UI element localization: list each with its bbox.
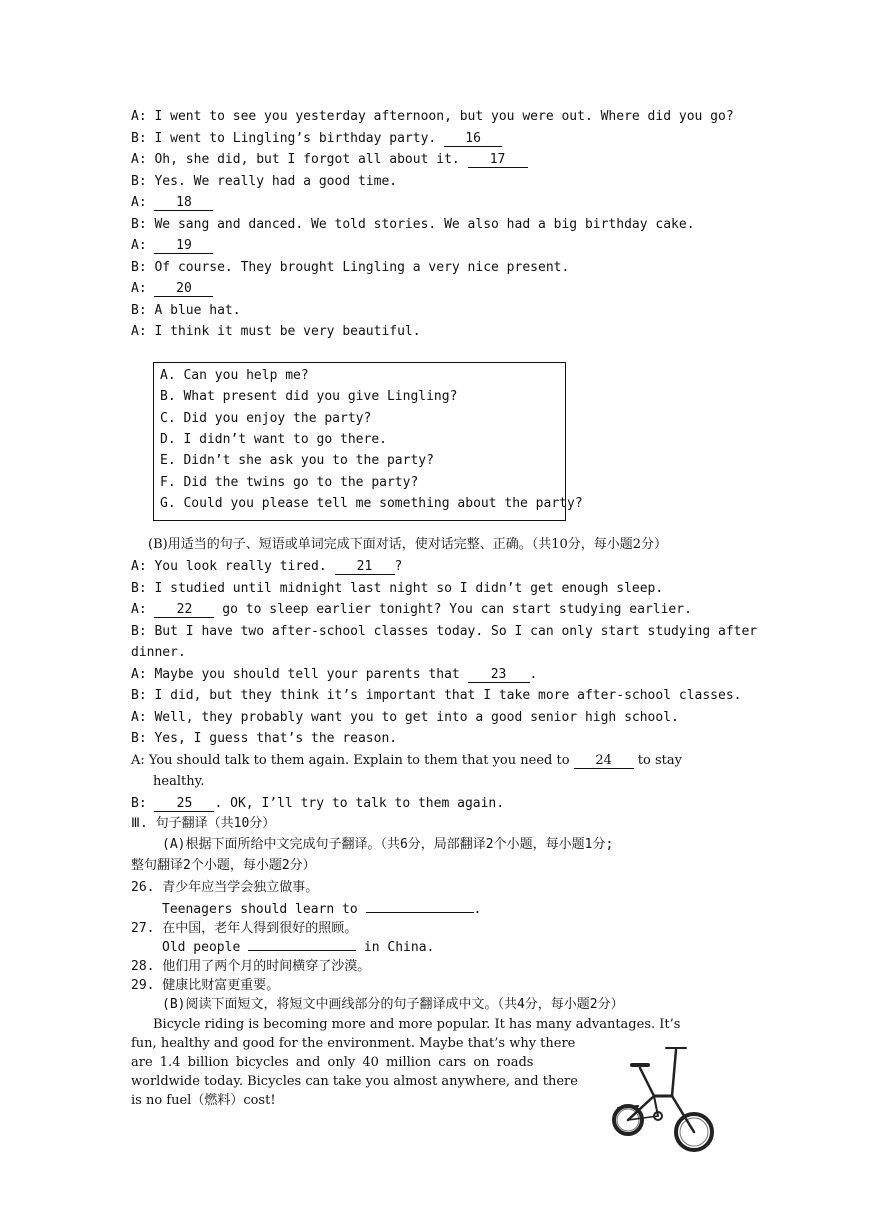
section-b-heading: (B)阅读下面短文，将短文中画线部分的句子翻译成中文。（共4分，每小题2分） <box>162 997 624 1012</box>
option-item: E. Didn’t she ask you to the party? <box>160 453 434 468</box>
answer-blank-21[interactable]: 21 <box>335 560 395 575</box>
option-item: F. Did the twins go to the party? <box>160 475 419 490</box>
dialogue-line: B: 25 . OK, I’ll try to talk to them again. <box>131 796 505 811</box>
answer-blank-17[interactable]: 17 <box>468 153 528 168</box>
translation-blank[interactable] <box>248 950 356 951</box>
translation-blank[interactable] <box>366 912 474 913</box>
answer-blank-23[interactable]: 23 <box>468 668 530 683</box>
dialogue-line: B: We sang and danced. We told stories. We also had a big birthday cake. <box>131 217 695 232</box>
answer-blank-16[interactable]: 16 <box>444 132 502 147</box>
answer-blank-24[interactable]: 24 <box>574 754 634 769</box>
dialogue-line: A: You should talk to them again. Explain to them that you need to 24 to stay <box>131 753 682 768</box>
dialogue-line: A: Oh, she did, but I forgot all about it. 17 <box>131 152 528 168</box>
passage-line: is no fuel（燃料）cost! <box>131 1093 276 1108</box>
option-item: D. I didn’t want to go there. <box>160 432 387 447</box>
dialogue-line: A: 22 go to sleep earlier tonight? You can start studying earlier. <box>131 602 692 617</box>
dialogue-line: healthy. <box>153 774 205 789</box>
section-title: Ⅲ. 句子翻译（共10分） <box>131 816 276 831</box>
dialogue-line: B: I went to Lingling’s birthday party. 16 <box>131 131 502 147</box>
option-item: A. Can you help me? <box>160 368 309 383</box>
dialogue-line: A: I think it must be very beautiful. <box>131 324 421 339</box>
answer-blank-19[interactable]: 19 <box>154 239 213 254</box>
dialogue-line: B: Yes. We really had a good time. <box>131 174 398 189</box>
question-29: 29. 健康比财富更重要。 <box>131 978 280 993</box>
section-a-heading: 整句翻译2个小题，每小题2分） <box>131 858 316 873</box>
dialogue-line: B: I did, but they think it’s important that I take more after-school classes. <box>131 688 742 703</box>
answer-blank-20[interactable]: 20 <box>154 282 213 297</box>
dialogue-line: A: 20 <box>131 281 213 297</box>
question-28: 28. 他们用了两个月的时间横穿了沙漠。 <box>131 959 371 974</box>
dialogue-line: A: I went to see you yesterday afternoon, but you were out. Where did you go? <box>131 109 734 124</box>
translation-line: Teenagers should learn to . <box>162 902 482 917</box>
section-b-heading: (B)用适当的句子、短语或单词完成下面对话，使对话完整、正确。（共10分，每小题2分） <box>148 537 668 552</box>
question-27: 27. 在中国，老年人得到很好的照顾。 <box>131 921 358 936</box>
translation-line: Old people in China. <box>162 940 435 955</box>
passage-line: are 1.4 billion bicycles and only 40 million cars on roads <box>131 1055 534 1070</box>
dialogue-line: A: 19 <box>131 238 213 254</box>
answer-blank-18[interactable]: 18 <box>154 196 213 211</box>
answer-blank-25[interactable]: 25 <box>154 797 214 812</box>
dialogue-line: B: A blue hat. <box>131 303 241 318</box>
bicycle-icon <box>606 1038 722 1156</box>
dialogue-line: B: I studied until midnight last night so I didn’t get enough sleep. <box>131 581 664 596</box>
option-item: B. What present did you give Lingling? <box>160 389 458 404</box>
section-a-heading: (A)根据下面所给中文完成句子翻译。（共6分，局部翻译2个小题，每小题1分; <box>162 837 614 852</box>
passage-line: Bicycle riding is becoming more and more popular. It has many advantages. It’s <box>153 1017 681 1032</box>
dialogue-line: dinner. <box>131 645 186 660</box>
dialogue-line: A: Maybe you should tell your parents that 23 . <box>131 667 538 682</box>
dialogue-line: B: Yes, I guess that’s the reason. <box>131 731 398 746</box>
option-item: G. Could you please tell me something about the party? <box>160 496 583 511</box>
passage-line: fun, healthy and good for the environment. Maybe that’s why there <box>131 1036 576 1051</box>
question-26: 26. 青少年应当学会独立做事。 <box>131 880 319 895</box>
option-item: C. Did you enjoy the party? <box>160 411 372 426</box>
dialogue-line: B: But I have two after-school classes today. So I can only start studying after <box>131 624 758 639</box>
dialogue-line: B: Of course. They brought Lingling a very nice present. <box>131 260 570 275</box>
dialogue-line: A: 18 <box>131 195 213 211</box>
answer-blank-22[interactable]: 22 <box>154 603 214 618</box>
dialogue-line: A: You look really tired. 21 ? <box>131 559 403 574</box>
dialogue-line: A: Well, they probably want you to get into a good senior high school. <box>131 710 679 725</box>
passage-line: worldwide today. Bicycles can take you almost anywhere, and there <box>131 1074 578 1089</box>
